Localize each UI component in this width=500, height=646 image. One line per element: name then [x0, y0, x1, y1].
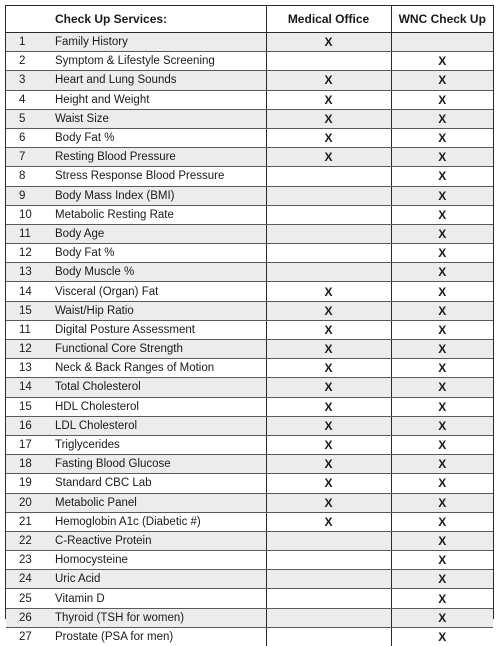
wnc-check-up-mark: X — [391, 71, 493, 90]
service-name: Total Cholesterol — [55, 378, 266, 397]
medical-office-mark: X — [266, 128, 391, 147]
medical-office-mark — [266, 186, 391, 205]
wnc-check-up-mark: X — [391, 301, 493, 320]
wnc-check-up-mark: X — [391, 52, 493, 71]
table-row — [6, 128, 493, 147]
wnc-check-up-mark: X — [391, 531, 493, 550]
wnc-check-up-mark: X — [391, 455, 493, 474]
row-number: 14 — [6, 282, 55, 301]
table-row — [6, 531, 493, 550]
table-row — [6, 71, 493, 90]
row-number: 17 — [6, 435, 55, 454]
table-row — [6, 224, 493, 243]
medical-office-mark: X — [266, 359, 391, 378]
wnc-check-up-mark: X — [391, 205, 493, 224]
table-header-row — [6, 6, 493, 33]
service-name: Neck & Back Ranges of Motion — [55, 359, 266, 378]
wnc-check-up-mark: X — [391, 416, 493, 435]
table-row — [6, 263, 493, 282]
wnc-check-up-mark: X — [391, 493, 493, 512]
wnc-check-up-mark: X — [391, 474, 493, 493]
row-number: 13 — [6, 359, 55, 378]
service-name: Fasting Blood Glucose — [55, 455, 266, 474]
row-number: 8 — [6, 167, 55, 186]
wnc-check-up-mark: X — [391, 435, 493, 454]
service-name: C-Reactive Protein — [55, 531, 266, 550]
medical-office-mark: X — [266, 435, 391, 454]
check-up-services-table — [6, 6, 493, 646]
table-row — [6, 359, 493, 378]
medical-office-mark — [266, 531, 391, 550]
row-number: 22 — [6, 531, 55, 550]
wnc-check-up-mark — [391, 33, 493, 52]
row-number: 12 — [6, 340, 55, 359]
medical-office-mark: X — [266, 416, 391, 435]
table-row — [6, 608, 493, 627]
row-number: 13 — [6, 263, 55, 282]
row-number: 18 — [6, 455, 55, 474]
row-number: 25 — [6, 589, 55, 608]
wnc-check-up-mark: X — [391, 397, 493, 416]
service-name: Homocysteine — [55, 551, 266, 570]
wnc-check-up-mark: X — [391, 589, 493, 608]
row-number: 26 — [6, 608, 55, 627]
service-name: Visceral (Organ) Fat — [55, 282, 266, 301]
medical-office-mark — [266, 589, 391, 608]
row-number: 11 — [6, 224, 55, 243]
medical-office-mark — [266, 627, 391, 646]
service-name: HDL Cholesterol — [55, 397, 266, 416]
number-column-header — [6, 6, 55, 33]
wnc-check-up-mark: X — [391, 148, 493, 167]
row-number: 20 — [6, 493, 55, 512]
service-name: Body Age — [55, 224, 266, 243]
service-name: Uric Acid — [55, 570, 266, 589]
row-number: 16 — [6, 416, 55, 435]
service-name: Body Mass Index (BMI) — [55, 186, 266, 205]
medical-office-mark: X — [266, 90, 391, 109]
row-number: 12 — [6, 244, 55, 263]
row-number: 27 — [6, 627, 55, 646]
medical-office-mark: X — [266, 378, 391, 397]
table-row — [6, 378, 493, 397]
wnc-check-up-mark: X — [391, 282, 493, 301]
wnc-check-up-mark: X — [391, 263, 493, 282]
row-number: 19 — [6, 474, 55, 493]
medical-office-mark: X — [266, 474, 391, 493]
table-row — [6, 109, 493, 128]
row-number: 5 — [6, 109, 55, 128]
medical-office-mark: X — [266, 301, 391, 320]
table-row — [6, 186, 493, 205]
row-number: 23 — [6, 551, 55, 570]
service-name: Hemoglobin A1c (Diabetic #) — [55, 512, 266, 531]
medical-office-mark — [266, 167, 391, 186]
wnc-check-up-mark: X — [391, 109, 493, 128]
wnc-check-up-mark: X — [391, 378, 493, 397]
wnc-check-up-mark: X — [391, 627, 493, 646]
service-name: Symptom & Lifestyle Screening — [55, 52, 266, 71]
wnc-check-up-mark: X — [391, 224, 493, 243]
row-number: 11 — [6, 320, 55, 339]
row-number: 10 — [6, 205, 55, 224]
service-name: Resting Blood Pressure — [55, 148, 266, 167]
service-name: Prostate (PSA for men) — [55, 627, 266, 646]
service-name: LDL Cholesterol — [55, 416, 266, 435]
medical-office-column-header: Medical Office — [266, 6, 391, 33]
service-name: Metabolic Resting Rate — [55, 205, 266, 224]
row-number: 2 — [6, 52, 55, 71]
row-number: 24 — [6, 570, 55, 589]
service-name: Standard CBC Lab — [55, 474, 266, 493]
medical-office-mark: X — [266, 148, 391, 167]
medical-office-mark — [266, 224, 391, 243]
wnc-check-up-mark: X — [391, 570, 493, 589]
table-row — [6, 282, 493, 301]
service-name: Digital Posture Assessment — [55, 320, 266, 339]
medical-office-mark — [266, 608, 391, 627]
medical-office-mark: X — [266, 493, 391, 512]
table-row — [6, 33, 493, 52]
service-name: Body Fat % — [55, 244, 266, 263]
service-name: Stress Response Blood Pressure — [55, 167, 266, 186]
wnc-check-up-mark: X — [391, 244, 493, 263]
wnc-check-up-mark: X — [391, 340, 493, 359]
medical-office-mark: X — [266, 282, 391, 301]
medical-office-mark — [266, 244, 391, 263]
service-name: Family History — [55, 33, 266, 52]
wnc-check-up-mark: X — [391, 167, 493, 186]
service-name: Body Fat % — [55, 128, 266, 147]
table-row — [6, 320, 493, 339]
row-number: 4 — [6, 90, 55, 109]
medical-office-mark: X — [266, 340, 391, 359]
table-row — [6, 512, 493, 531]
row-number: 6 — [6, 128, 55, 147]
wnc-check-up-column-header: WNC Check Up — [391, 6, 493, 33]
service-name: Waist Size — [55, 109, 266, 128]
table-row — [6, 627, 493, 646]
row-number: 3 — [6, 71, 55, 90]
wnc-check-up-mark: X — [391, 512, 493, 531]
table-row — [6, 455, 493, 474]
medical-office-mark: X — [266, 397, 391, 416]
table-row — [6, 340, 493, 359]
services-column-header: Check Up Services: — [55, 6, 266, 33]
service-name: Vitamin D — [55, 589, 266, 608]
service-name: Heart and Lung Sounds — [55, 71, 266, 90]
wnc-check-up-mark: X — [391, 186, 493, 205]
wnc-check-up-mark: X — [391, 359, 493, 378]
table-body — [6, 33, 493, 646]
wnc-check-up-mark: X — [391, 90, 493, 109]
service-name: Thyroid (TSH for women) — [55, 608, 266, 627]
wnc-check-up-mark: X — [391, 551, 493, 570]
row-number: 21 — [6, 512, 55, 531]
row-number: 15 — [6, 397, 55, 416]
service-name: Height and Weight — [55, 90, 266, 109]
check-up-services-table-frame — [5, 5, 494, 619]
row-number: 14 — [6, 378, 55, 397]
table-row — [6, 570, 493, 589]
medical-office-mark — [266, 551, 391, 570]
medical-office-mark: X — [266, 33, 391, 52]
table-row — [6, 205, 493, 224]
medical-office-mark — [266, 205, 391, 224]
medical-office-mark: X — [266, 320, 391, 339]
table-row — [6, 397, 493, 416]
table-row — [6, 244, 493, 263]
medical-office-mark: X — [266, 71, 391, 90]
medical-office-mark: X — [266, 455, 391, 474]
table-row — [6, 148, 493, 167]
table-row — [6, 589, 493, 608]
medical-office-mark — [266, 570, 391, 589]
row-number: 7 — [6, 148, 55, 167]
table-row — [6, 474, 493, 493]
table-row — [6, 416, 493, 435]
service-name: Waist/Hip Ratio — [55, 301, 266, 320]
medical-office-mark — [266, 263, 391, 282]
table-row — [6, 435, 493, 454]
table-row — [6, 551, 493, 570]
table-row — [6, 167, 493, 186]
medical-office-mark: X — [266, 109, 391, 128]
table-row — [6, 301, 493, 320]
table-row — [6, 90, 493, 109]
wnc-check-up-mark: X — [391, 608, 493, 627]
wnc-check-up-mark: X — [391, 320, 493, 339]
table-row — [6, 493, 493, 512]
row-number: 1 — [6, 33, 55, 52]
table-row — [6, 52, 493, 71]
service-name: Functional Core Strength — [55, 340, 266, 359]
service-name: Body Muscle % — [55, 263, 266, 282]
service-name: Metabolic Panel — [55, 493, 266, 512]
row-number: 15 — [6, 301, 55, 320]
service-name: Triglycerides — [55, 435, 266, 454]
wnc-check-up-mark: X — [391, 128, 493, 147]
row-number: 9 — [6, 186, 55, 205]
medical-office-mark: X — [266, 512, 391, 531]
medical-office-mark — [266, 52, 391, 71]
